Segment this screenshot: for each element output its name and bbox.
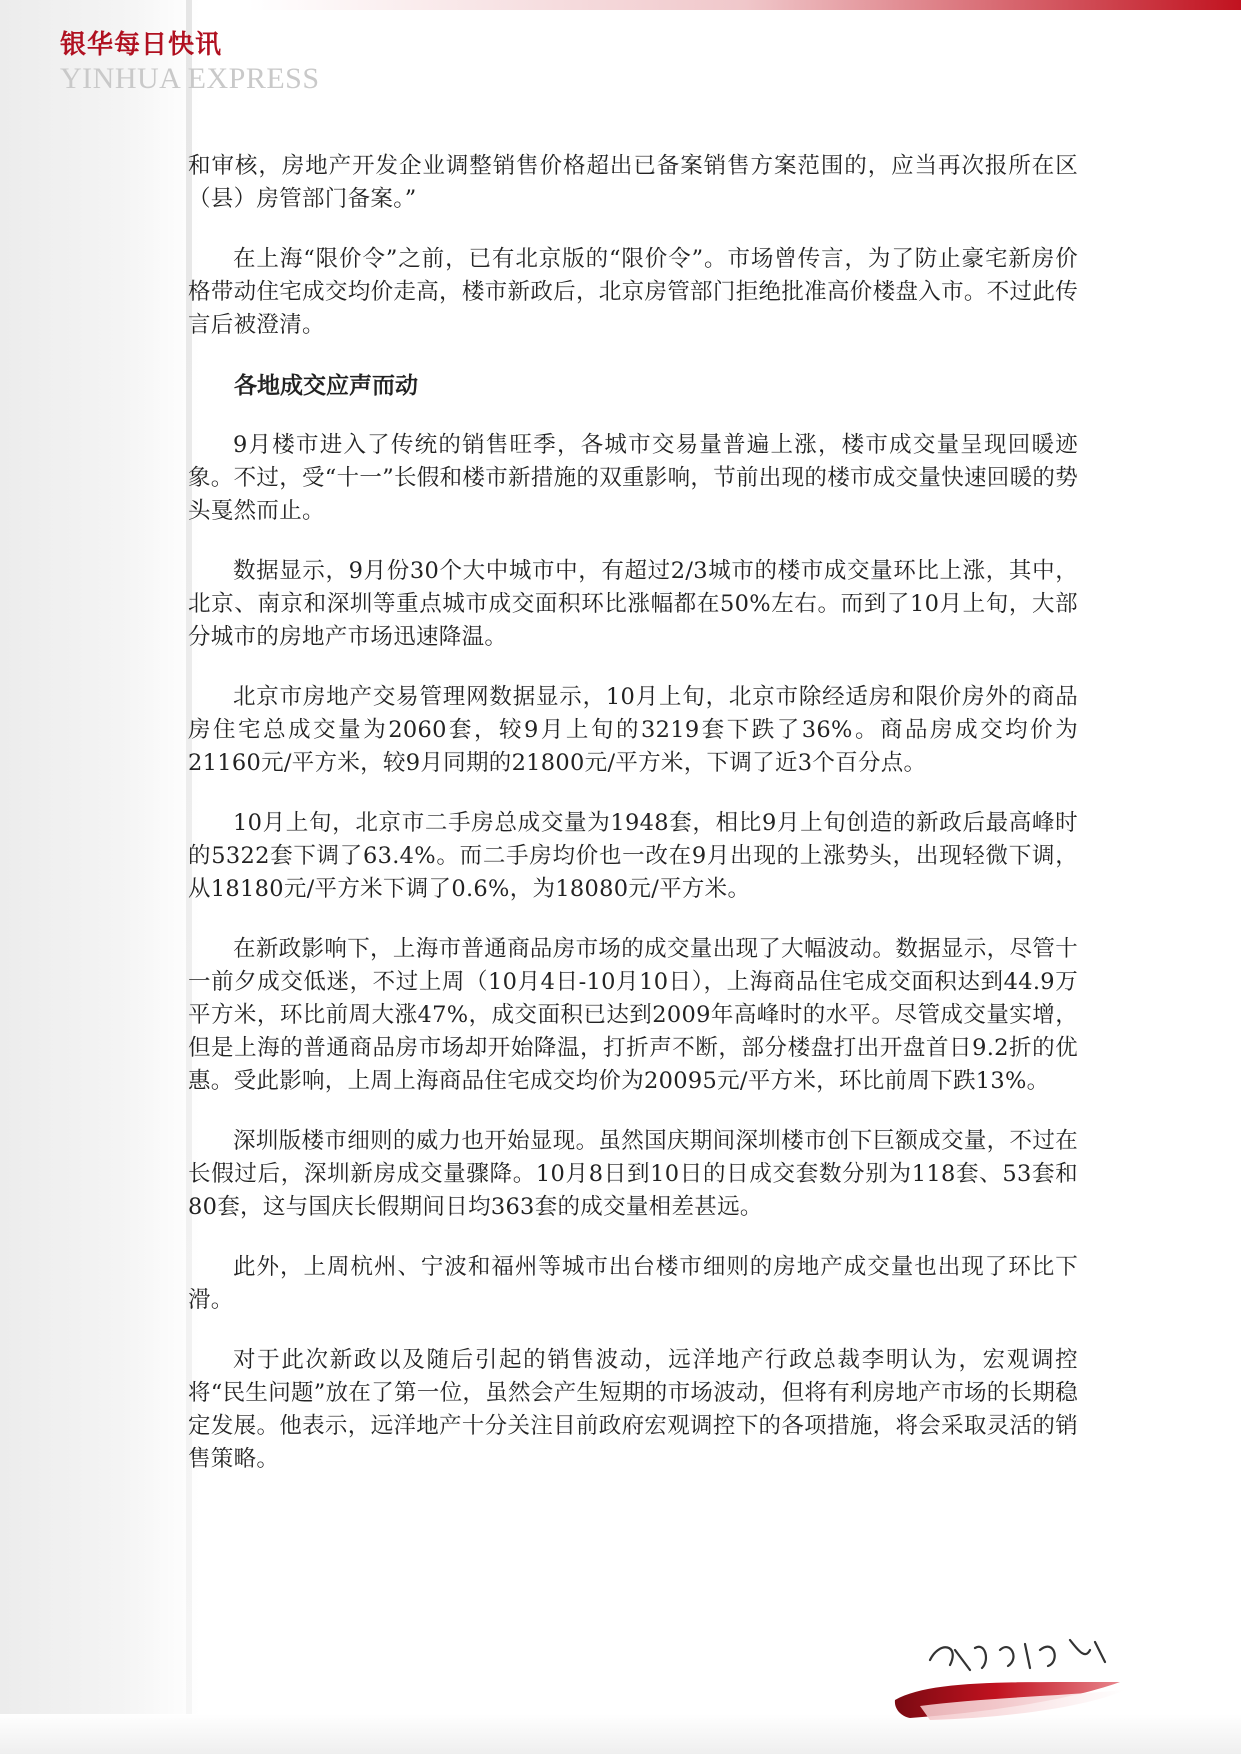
- paragraph: 在上海“限价令”之前，已有北京版的“限价令”。市场曾传言，为了防止豪宅新房价格带动住宅成交均价走高，楼市新政后，北京房管部门拒绝批准高价楼盘入市。不过此传言后被澄清。: [188, 246, 1078, 338]
- section-heading: 各地成交应声而动: [234, 372, 418, 399]
- paragraph: 北京市房地产交易管理网数据显示，10月上旬，北京市除经适房和限价房外的商品房住宅总成交量为2060套，较9月上旬的3219套下跌了36%。商品房成交均价为21160元/平方米，较9月同期的21800元/平方米，下调了近3个百分点。: [188, 684, 1078, 776]
- paragraph: 和审核，房地产开发企业调整销售价格超出已备案销售方案范围的，应当再次报所在区（县）房管部门备案。”: [188, 153, 1078, 212]
- page-header: [60, 28, 320, 96]
- paragraph: 对于此次新政以及随后引起的销售波动，远洋地产行政总裁李明认为，宏观调控将“民生问题”放在了第一位，虽然会产生短期的市场波动，但将有利房地产市场的长期稳定发展。他表示，远洋地产十分关注目前政府宏观调控下的各项措施，将会采取灵活的销售策略。: [188, 1347, 1079, 1472]
- article-body: [188, 150, 1078, 1503]
- top-red-gradient-line: [0, 0, 1241, 10]
- brand-name-chinese: 银华每日快讯: [60, 30, 223, 60]
- paragraph: 数据显示，9月份30个大中城市中，有超过2/3城市的楼市成交量环比上涨，其中，北京、南京和深圳等重点城市成交面积环比涨幅都在50%左右。而到了10月上旬，大部分城市的房地产市场迅速降温。: [188, 558, 1078, 650]
- paragraph: 深圳版楼市细则的威力也开始显现。虽然国庆期间深圳楼市创下巨额成交量，不过在长假过后，深圳新房成交量骤降。10月8日到10日的日成交套数分别为118套、53套和80套，这与国庆长假期间日均363套的成交量相差甚远。: [188, 1128, 1078, 1220]
- brand-name-english: YINHUA EXPRESS: [60, 62, 320, 95]
- signature-logo: [890, 1620, 1130, 1730]
- left-decorative-band: [0, 0, 200, 1754]
- paragraph: 在新政影响下，上海市普通商品房市场的成交量出现了大幅波动。数据显示，尽管十一前夕成交低迷，不过上周（10月4日-10月10日），上海商品住宅成交面积达到44.9万平方米，环比前周大涨47%，成交面积已达到2009年高峰时的水平。尽管成交量实增，但是上海的普通商品房市场却开始降温，打折声不断，部分楼盘打出开盘首日9.2折的优惠。受此影响，上周上海商品住宅成交均价为20095元/平方米，环比前周下跌13%。: [188, 936, 1078, 1094]
- paragraph: 9月楼市进入了传统的销售旺季，各城市交易量普遍上涨，楼市成交量呈现回暖迹象。不过，受“十一”长假和楼市新措施的双重影响，节前出现的楼市成交量快速回暖的势头戛然而止。: [188, 432, 1079, 524]
- paragraph: 10月上旬，北京市二手房总成交量为1948套，相比9月上旬创造的新政后最高峰时的5322套下调了63.4%。而二手房均价也一改在9月出现的上涨势头，出现轻微下调，从18180元/平方米下调了0.6%，为18080元/平方米。: [188, 810, 1078, 902]
- paragraph: 此外，上周杭州、宁波和福州等城市出台楼市细则的房地产成交量也出现了环比下滑。: [188, 1254, 1078, 1313]
